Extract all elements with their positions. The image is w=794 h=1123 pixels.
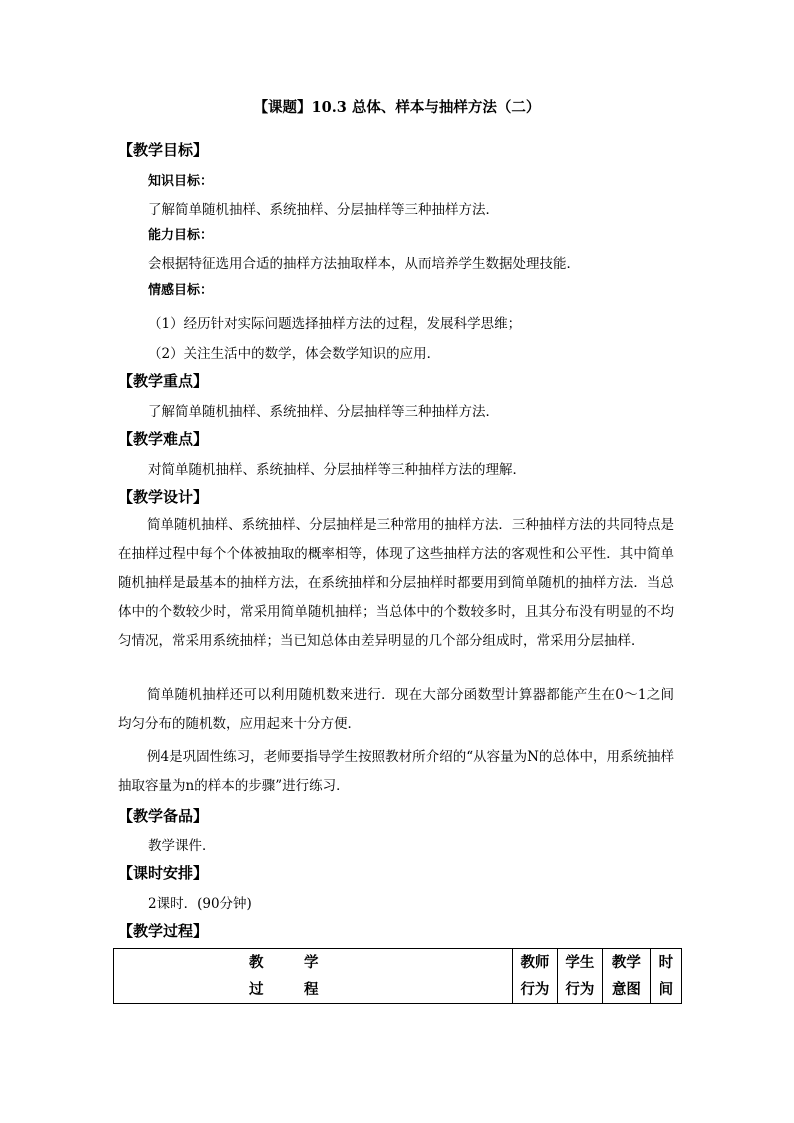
header-text: 意图 — [611, 981, 641, 998]
design-paragraph: 简单随机抽样、系统抽样、分层抽样是三种常用的抽样方法．三种抽样方法的共同特点是在抽样过程中每个个体被抽取的概率相等，体现了这些抽样方法的客观性和公平性．其中简单随机抽样是最基本的抽样方法，在系统抽样和分层抽样时都要用到简单随机的抽样方法．当总体中的个数较少时，常采用简单随机抽样；当总体中的个数较多时，且其分布没有明显的不均匀情况，常采用系统抽样；当已知总体由差异明显的几个部分组成时，常采用分层抽样． — [118, 517, 674, 649]
header-text: 时 — [658, 954, 674, 971]
header-text: 间 — [658, 981, 674, 998]
header-text: 行为 — [520, 981, 550, 998]
header-cell-time — [650, 949, 681, 1004]
emotion-goal-label: 情感目标： — [148, 283, 214, 298]
header-cell-student-behavior — [557, 949, 602, 1004]
section-heading-goals: 【教学目标】 — [118, 141, 209, 159]
design-paragraph: 简单随机抽样还可以利用随机数来进行．现在大部分函数型计算器都能产生在0～1之间均匀分布的随机数，应用起来十分方便． — [118, 687, 674, 732]
header-cell-teacher-behavior — [513, 949, 557, 1004]
key-points-text: 了解简单随机抽样、系统抽样、分层抽样等三种抽样方法． — [148, 404, 499, 420]
section-heading-design: 【教学设计】 — [118, 488, 209, 506]
emotion-goal-item: （1）经历针对实际问题选择抽样方法的过程，发展科学思维； — [148, 316, 522, 332]
header-text: 教学 — [611, 954, 641, 971]
difficulties-text: 对简单随机抽样、系统抽样、分层抽样等三种抽样方法的理解． — [148, 462, 526, 478]
preparation-text: 教学课件． — [148, 838, 216, 854]
header-char: 学 — [304, 954, 319, 971]
design-paragraph: 例4是巩固性练习，老师要指导学生按照教材所介绍的“从容量为N的总体中，用系统抽样抽取容量为n的样本的步骤”进行练习． — [118, 749, 674, 794]
header-char: 教 — [249, 954, 264, 971]
section-heading-preparation: 【教学备品】 — [118, 807, 209, 825]
knowledge-goal-text: 了解简单随机抽样、系统抽样、分层抽样等三种抽样方法． — [148, 202, 499, 218]
header-text: 学生 — [565, 954, 595, 971]
header-text: 行为 — [565, 981, 595, 998]
section-heading-schedule: 【课时安排】 — [118, 864, 209, 882]
section-heading-key-points: 【教学重点】 — [118, 372, 209, 390]
section-heading-difficulties: 【教学难点】 — [118, 430, 209, 448]
header-text: 教师 — [520, 954, 550, 971]
header-cell-teaching-intent — [603, 949, 651, 1004]
section-heading-process: 【教学过程】 — [118, 922, 209, 940]
table-header-row — [114, 949, 682, 1004]
header-char: 过 — [249, 981, 264, 998]
emotion-goal-item: （2）关注生活中的数学，体会数学知识的应用． — [148, 346, 441, 362]
ability-goal-label: 能力目标： — [148, 228, 214, 243]
ability-goal-text: 会根据特征选用合适的抽样方法抽取样本，从而培养学生数据处理技能． — [148, 256, 580, 272]
teaching-process-table — [113, 948, 682, 1004]
header-char: 程 — [304, 981, 319, 998]
lesson-title: 【课题】10.3 总体、样本与抽样方法（二） — [253, 99, 541, 116]
schedule-text: 2课时．(90分钟) — [148, 896, 252, 912]
knowledge-goal-label: 知识目标： — [148, 174, 214, 189]
header-cell-teaching-process — [114, 949, 513, 1004]
